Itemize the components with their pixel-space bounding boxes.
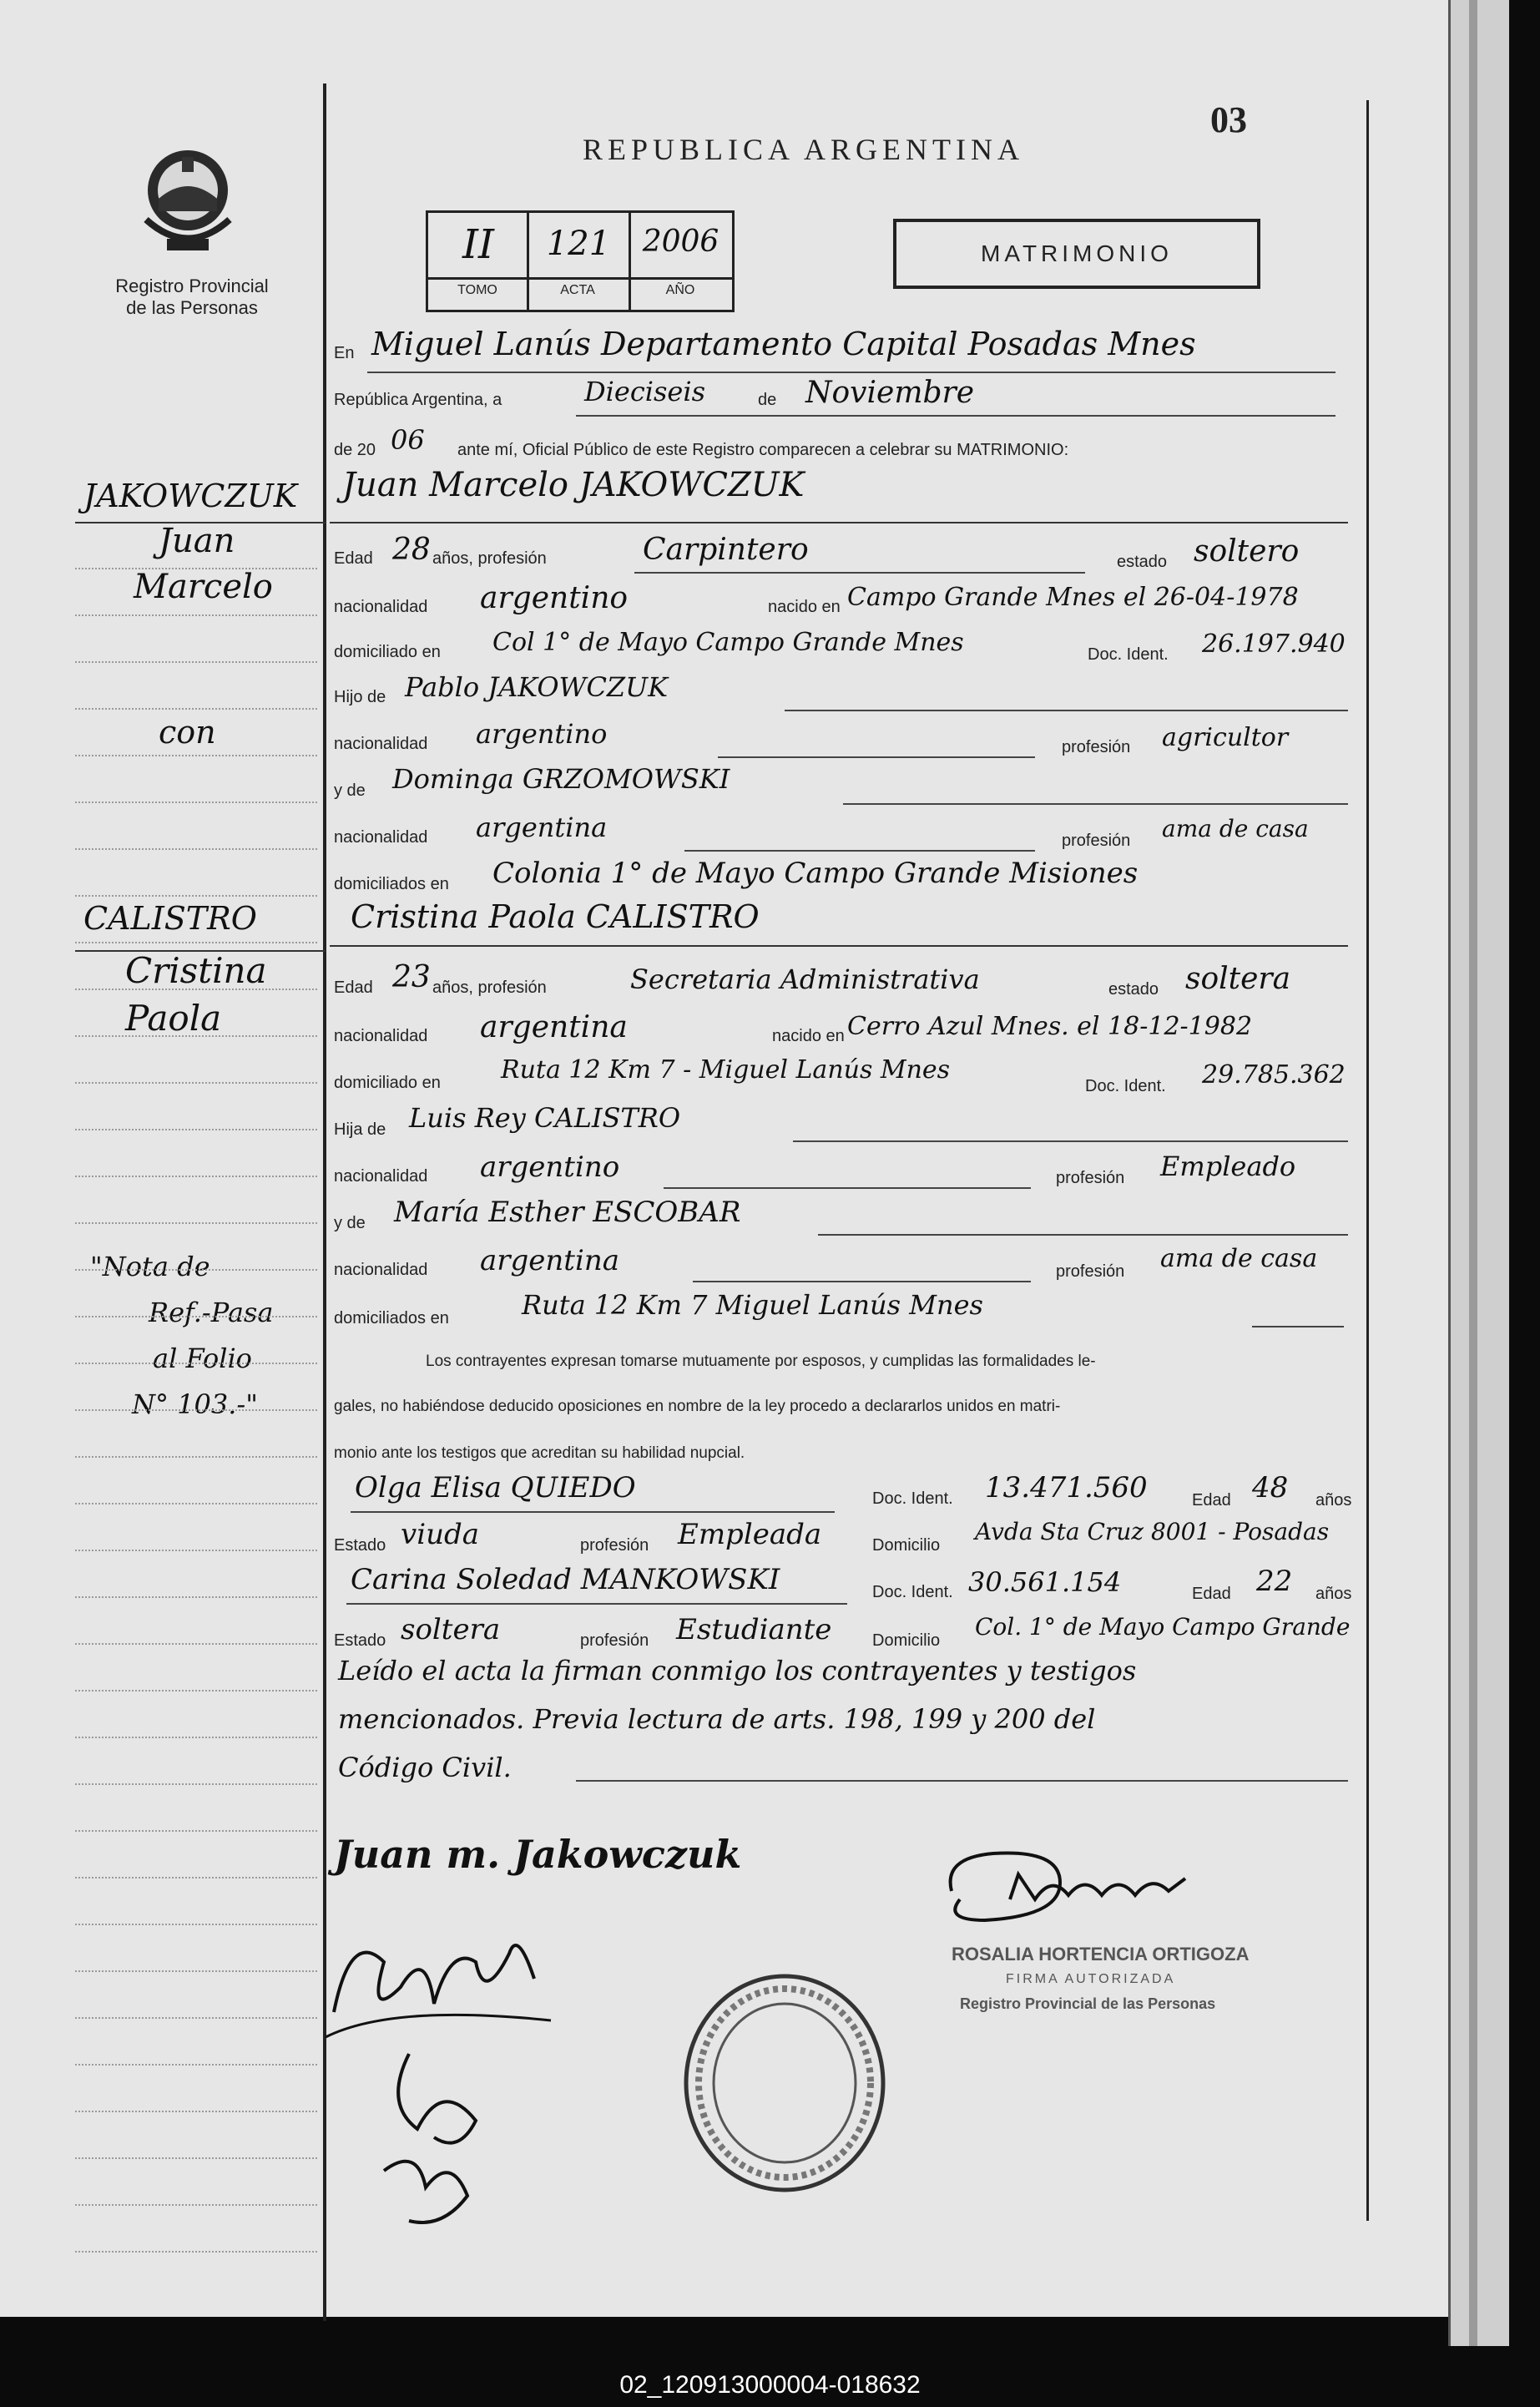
margin-note [90, 1244, 273, 1428]
month-value: Noviembre [805, 376, 975, 410]
groom-edad-label: Edad [334, 549, 373, 568]
margin-ruled-line [75, 1222, 317, 1224]
groom-padres-dom-label: domiciliados en [334, 875, 449, 893]
margin-note-line2: Ref.-Pasa [149, 1297, 274, 1328]
groom-estado-label: estado [1117, 553, 1168, 571]
bride-padre-nac-label: nacionalidad [334, 1167, 428, 1186]
bride-edad-label: Edad [334, 978, 373, 997]
groom-padre-nac: argentino [476, 718, 608, 750]
groom-padre-nac-label: nacionalidad [334, 735, 428, 753]
comparecen-text: ante mí, Oficial Público de este Registro comparecen a celebrar su MATRIMONIO: [457, 441, 1069, 459]
groom-hijo-label: Hijo de [334, 688, 386, 706]
margin-ruled-line [75, 1596, 317, 1598]
margin-ruled-line [75, 942, 317, 943]
margin-ruled-line [75, 2017, 317, 2019]
witness1-doc: 13.471.560 [985, 1471, 1148, 1504]
body-text-line3: monio ante los testigos que acreditan su habilidad nupcial. [334, 1444, 745, 1462]
bride-estado: soltera [1185, 962, 1291, 996]
witness2-edad: 22 [1256, 1565, 1293, 1598]
bride-ydi-label: y de [334, 1214, 366, 1232]
body-text-line2: gales, no habiéndose deducido oposiciones en nombre de la ley procedo a declararlos unidos en matri- [334, 1398, 1061, 1415]
country-title: REPUBLICA ARGENTINA [583, 133, 1025, 166]
margin-ruled-line [75, 848, 317, 850]
groom-ydi-label: y de [334, 781, 366, 800]
bride-padre-nac: argentino [480, 1150, 620, 1184]
republica-label: República Argentina, a [334, 391, 502, 409]
margin-ruled-line [75, 1035, 317, 1037]
bride-padre: Luis Rey CALISTRO [409, 1102, 681, 1134]
registry-name [92, 276, 292, 319]
bride-doc: 29.785.362 [1202, 1060, 1346, 1090]
year-prefix: de 20 [334, 441, 376, 459]
witness2-domicilio: Col. 1° de Mayo Campo Grande [975, 1613, 1351, 1641]
margin-ruled-line [75, 1409, 317, 1411]
groom-madre-nac-label: nacionalidad [334, 828, 428, 847]
witness2-dom-label: Domicilio [872, 1631, 941, 1650]
groom-dom-label: domiciliado en [334, 643, 441, 661]
closing-line1: Leído el acta la firman conmigo los contrayentes y testigos [338, 1655, 1137, 1686]
margin-con: con [159, 714, 216, 751]
witness2-edad-label: Edad [1192, 1585, 1231, 1603]
witness2-estado-label: Estado [334, 1631, 386, 1650]
margin-ruled-line [75, 1783, 317, 1785]
witness2-name: Carina Soledad MANKOWSKI [351, 1563, 780, 1596]
margin-ruled-line [75, 2064, 317, 2066]
witness1-edad-label: Edad [1192, 1491, 1231, 1509]
margin-ruled-line [75, 1363, 317, 1364]
tomo-acta-box [426, 210, 735, 312]
margin-ruled-line [75, 895, 317, 897]
witness-signatures-icon [317, 1912, 618, 2246]
groom-doc: 26.197.940 [1202, 630, 1346, 659]
official-name: ROSALIA HORTENCIA ORTIGOZA [952, 1944, 1250, 1965]
groom-estado: soltero [1194, 534, 1300, 569]
margin-ruled-line [75, 1970, 317, 1972]
body-text-line1: Los contrayentes expresan tomarse mutuamente por esposos, y cumplidas las formalidades le- [426, 1353, 1096, 1370]
bride-doc-label: Doc. Ident. [1085, 1077, 1166, 1095]
margin-ruled-line [75, 1316, 317, 1317]
groom-profesion: Carpintero [643, 533, 809, 567]
place-value: Miguel Lanús Departamento Capital Posadas Mnes [371, 326, 1196, 362]
groom-signature: Juan m. Jakowczuk [334, 1832, 742, 1877]
margin-ruled-line [75, 801, 317, 803]
act-type-box: MATRIMONIO [893, 219, 1260, 289]
witness2-anos-label: años [1315, 1585, 1352, 1603]
registry-line2: de las Personas [126, 297, 258, 318]
margin-ruled-line [75, 2204, 317, 2206]
bride-full-name: Cristina Paola CALISTRO [351, 898, 760, 935]
margin-ruled-line [75, 1550, 317, 1551]
en-label: En [334, 344, 355, 362]
margin-ruled-line [75, 1737, 317, 1738]
witness1-edad: 48 [1252, 1471, 1289, 1504]
margin-ruled-line [75, 2111, 317, 2112]
margin-ruled-line [75, 614, 317, 616]
bride-nacionalidad: argentina [480, 1010, 628, 1044]
witness2-doc-label: Doc. Ident. [872, 1583, 953, 1601]
groom-nacionalidad: argentino [480, 581, 629, 615]
witness2-estado: soltera [401, 1613, 501, 1646]
margin-ruled-line [75, 1176, 317, 1177]
anio-value: 2006 [642, 225, 720, 259]
official-title: FIRMA AUTORIZADA [1006, 1972, 1176, 1986]
registry-line1: Registro Provincial [115, 276, 269, 296]
witness1-name: Olga Elisa QUIEDO [355, 1471, 636, 1504]
margin-bride-name2: Paola [125, 998, 222, 1039]
bride-anos-label: años, profesión [432, 978, 547, 997]
image-id-footer: 02_120913000004-018632 [619, 2371, 921, 2399]
margin-ruled-line [75, 1129, 317, 1130]
bride-madre-nac-label: nacionalidad [334, 1261, 428, 1279]
margin-ruled-line [75, 568, 317, 569]
groom-full-name: Juan Marcelo JAKOWCZUK [342, 466, 805, 504]
groom-madre-nac: argentina [476, 812, 608, 843]
witness1-profesion: Empleada [678, 1518, 822, 1551]
bride-domicilio: Ruta 12 Km 7 - Miguel Lanús Mnes [501, 1055, 951, 1085]
acta-value: 121 [546, 225, 611, 263]
margin-groom-name1: Juan [159, 522, 235, 560]
margin-ruled-line [75, 1643, 317, 1645]
groom-padre-prof: agricultor [1162, 723, 1289, 752]
day-value: Dieciseis [584, 376, 705, 407]
groom-padres-dom: Colonia 1° de Mayo Campo Grande Misiones [492, 857, 1139, 890]
closing-line2: mencionados. Previa lectura de arts. 198, 199 y 200 del [338, 1703, 1096, 1735]
bride-padre-prof: Empleado [1160, 1150, 1296, 1182]
anio-label: AÑO [665, 283, 695, 297]
groom-nacido: Campo Grande Mnes el 26-04-1978 [847, 583, 1299, 612]
witness1-dom-label: Domicilio [872, 1536, 941, 1555]
bride-edad: 23 [392, 960, 431, 994]
book-edge-shadow [1469, 0, 1477, 2346]
margin-ruled-line [75, 1690, 317, 1691]
groom-madre-prof: ama de casa [1162, 815, 1309, 842]
margin-groom-surname: JAKOWCZUK [83, 478, 298, 514]
de-label: de [758, 391, 777, 409]
margin-ruled-line [75, 755, 317, 756]
tomo-label: TOMO [457, 283, 497, 297]
groom-padre-prof-label: profesión [1062, 738, 1131, 756]
book-edge [1448, 0, 1509, 2346]
margin-ruled-line [75, 1830, 317, 1832]
groom-anos-label: años, profesión [432, 549, 547, 568]
margin-note-line4: N° 103.-" [132, 1388, 258, 1420]
bride-madre-prof-label: profesión [1056, 1262, 1125, 1281]
bride-madre: María Esther ESCOBAR [394, 1196, 741, 1229]
witness2-prof-label: profesión [580, 1631, 649, 1650]
margin-ruled-line [75, 708, 317, 710]
witness1-estado: viuda [401, 1518, 480, 1551]
bride-madre-nac: argentina [480, 1244, 620, 1277]
margin-note-line3: al Folio [153, 1343, 252, 1374]
groom-nac-label: nacionalidad [334, 598, 428, 616]
witness2-doc: 30.561.154 [968, 1566, 1122, 1598]
bride-nacido-label: nacido en [772, 1027, 845, 1045]
witness1-prof-label: profesión [580, 1536, 649, 1555]
margin-ruled-line [75, 1503, 317, 1504]
margin-ruled-line [75, 1269, 317, 1271]
groom-padre: Pablo JAKOWCZUK [405, 671, 669, 703]
margin-line-right [1366, 100, 1369, 2221]
bride-profesion: Secretaria Administrativa [630, 963, 980, 995]
closing-line3: Código Civil. [338, 1752, 512, 1783]
margin-ruled-line [75, 1924, 317, 1925]
witness1-domicilio: Avda Sta Cruz 8001 - Posadas [975, 1518, 1330, 1545]
official-org: Registro Provincial de las Personas [960, 1995, 1216, 2012]
provincial-crest-icon [134, 140, 242, 265]
margin-note-line1: "Nota de [90, 1251, 210, 1282]
groom-doc-label: Doc. Ident. [1088, 645, 1169, 664]
bride-madre-prof: ama de casa [1160, 1244, 1318, 1273]
groom-nacido-label: nacido en [768, 598, 841, 616]
margin-ruled-line [75, 1082, 317, 1084]
margin-bride-name1: Cristina [125, 950, 267, 991]
margin-ruled-line [75, 661, 317, 663]
margin-ruled-line [75, 1877, 317, 1879]
groom-madre: Dominga GRZOMOWSKI [392, 763, 730, 795]
bride-padre-prof-label: profesión [1056, 1169, 1125, 1187]
bride-dom-label: domiciliado en [334, 1074, 441, 1092]
groom-edad: 28 [392, 533, 431, 567]
margin-ruled-line [75, 989, 317, 990]
groom-madre-prof-label: profesión [1062, 832, 1131, 850]
margin-groom-name2: Marcelo [134, 568, 273, 606]
bride-nacido: Cerro Azul Mnes. el 18-12-1982 [847, 1012, 1253, 1041]
official-signature-icon [935, 1841, 1219, 1941]
witness1-doc-label: Doc. Ident. [872, 1489, 953, 1508]
witness1-estado-label: Estado [334, 1536, 386, 1555]
bride-estado-label: estado [1108, 980, 1159, 999]
page-number: 03 [1210, 99, 1247, 140]
margin-ruled-line [75, 2251, 317, 2253]
margin-ruled-line [75, 2157, 317, 2159]
witness1-anos-label: años [1315, 1491, 1352, 1509]
bride-padres-dom-label: domiciliados en [334, 1309, 449, 1327]
year-value: 06 [391, 424, 425, 456]
bride-hija-label: Hija de [334, 1120, 386, 1139]
margin-ruled-line [75, 1456, 317, 1458]
bride-padres-dom: Ruta 12 Km 7 Miguel Lanús Mnes [522, 1289, 983, 1321]
witness2-profesion: Estudiante [676, 1613, 832, 1646]
official-seal-icon [680, 1970, 889, 2196]
groom-domicilio: Col 1° de Mayo Campo Grande Mnes [492, 628, 964, 657]
bride-nac-label: nacionalidad [334, 1027, 428, 1045]
tomo-value: II [462, 221, 494, 268]
margin-bride-surname: CALISTRO [83, 900, 257, 937]
acta-label: ACTA [560, 283, 595, 297]
